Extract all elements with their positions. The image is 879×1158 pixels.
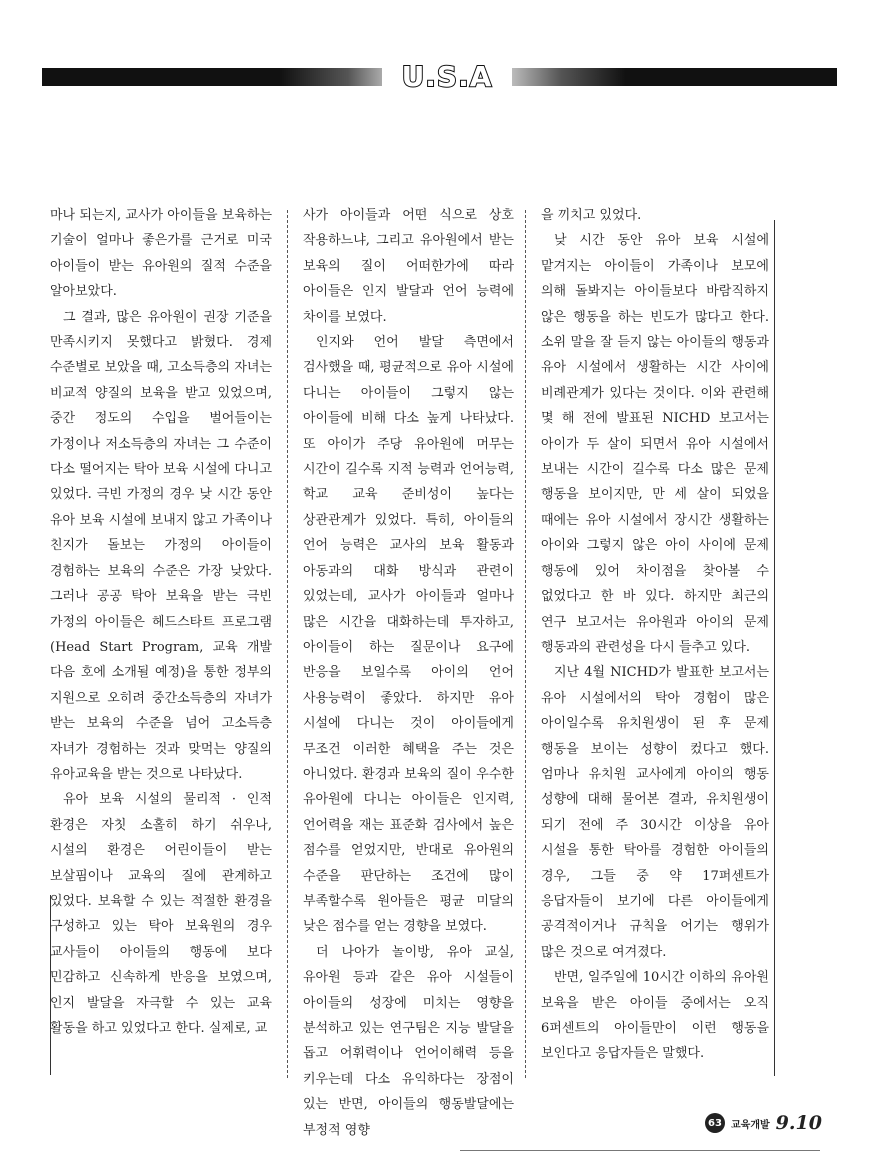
- header-bar-right: [512, 68, 837, 86]
- issue-number: 9.10: [775, 1112, 822, 1134]
- paragraph: 그 결과, 많은 유아원이 권장 기준을 만족시키지 못했다고 밝혔다. 경제 수준별로 보았을 때, 고소득층의 자녀는 비교적 양질의 보육을 받고 있었으며, 중간 정도의 수입을 벌어들이는 가정이나 저소득층의 자녀는 그 수준이 다소 떨어지는 탁아 보육 시설에 다니고 있었다. 극빈 가정의 경우 낮 시간 동안 유아 보육 시설에 보내지 않고 가족이나 친지가 돌보는 가정의 아이들이 경험하는 보육의 수준은 가장 낮았다. 그러나 공공 탁아 보육을 받는 극빈 가정의 아이들은 헤드스타트 프로그램(Head Start Program, 교육 개발 다음 호에 소개될 예정)을 통한 정부의 지원으로 오히려 중간소득층의 자녀가 받는 보육의 수준을 넘어 고소득층 자녀가 경험하는 것과 맞먹는 양질의 유아교육을 받는 것으로 나타났다.: [50, 309, 272, 782]
- text-column-1: [50, 203, 272, 1093]
- paragraph: 인지와 언어 발달 측면에서 검사했을 때, 평균적으로 유아 시설에 다니는 아이들이 그렇지 않는 아이들에 비해 다소 높게 나타났다. 또 아이가 주당 유아원에 머무는 시간이 길수록 지적 능력과 언어능력, 학교 교육 준비성이 높다는 상관관계가 있었다. 특히, 아이들의 언어 능력은 교사의 보육 활동과 아동과의 대화 방식과 관련이 있었는데, 교사가 아이들과 얼마나 많은 시간을 대화하는데 투자하고, 아이들이 하는 질문이나 요구에 반응을 보일수록 아이의 언어 사용능력이 좋았다. 하지만 유아 시설에 다니는 것이 아이들에게 무조건 이러한 혜택을 주는 것은 아니었다. 환경과 보육의 질이 우수한 유아원에 다니는 아이들은 인지력, 언어력을 재는 표준화 검사에서 높은 점수를 얻었지만, 반대로 유아원의 수준을 판단하는 조건에 많이 부족할수록 원아들은 평균 미달의 낮은 점수를 얻는 경향을 보였다.: [303, 335, 514, 935]
- column-rule-left: [50, 895, 51, 1075]
- paragraph: 을 끼치고 있었다.: [541, 208, 642, 223]
- page-footer: [705, 1110, 822, 1136]
- column-divider-2: [525, 210, 526, 1078]
- footer-rule: [460, 1150, 820, 1151]
- paragraph: 지난 4월 NICHD가 발표한 보고서는 유아 시설에서의 탁아 경험이 많은 아이일수록 유치원생이 된 후 문제 행동을 보이는 성향이 컸다고 했다. 엄마나 유치원 교사에게 아이의 행동 성향에 대해 물어본 결과, 유치원생이 되기 전에 주 30시간 이상을 유아 시설을 통한 탁아를 경험한 아이들의 경우, 그들 중 약 17퍼센트가 응답자들이 보기에 다른 아이들에게 공격적이거나 규칙을 어기는 행위가 많은 것으로 여겨졌다.: [541, 665, 769, 960]
- section-title: U.S.A: [401, 60, 493, 93]
- paragraph: 마나 되는지, 교사가 아이들을 보육하는 기술이 얼마나 좋은가를 근거로 미국 아이들이 받는 유아원의 질적 수준을 알아보았다.: [50, 208, 272, 300]
- page-number-badge: 63: [705, 1113, 725, 1133]
- text-column-2: [303, 203, 514, 1138]
- magazine-name: 교육개발: [731, 1119, 770, 1131]
- header-bar-left: [42, 68, 382, 86]
- section-header-band: [42, 60, 837, 93]
- paragraph: 반면, 일주일에 10시간 이하의 유아원 보육을 받은 아이들 중에서는 오직 6퍼센트의 아이들만이 이런 행동을 보인다고 응답자들은 말했다.: [541, 970, 769, 1062]
- paragraph: 유아 보육 시설의 물리적 · 인적 환경은 자칫 소홀히 하기 쉬우나, 시설의 환경은 어린이들이 받는 보살핌이나 교육의 질에 관계하고 있었다. 보육할 수 있는 적절한 환경을 구성하고 있는 탁아 보육원의 경우 교사들이 아이들의 행동에 보다 민감하고 신속하게 반응을 보였으며, 인지 발달을 자극할 수 있는 교육 활동을 하고 있었다고 한다. 실제로, 교: [50, 792, 272, 1036]
- column-rule-right: [774, 220, 775, 1076]
- paragraph: 사가 아이들과 어떤 식으로 상호 작용하느냐, 그리고 유아원에서 받는 보육의 질이 어떠한가에 따라 아이들은 인지 발달과 언어 능력에 차이를 보였다.: [303, 208, 514, 325]
- column-divider-1: [287, 210, 288, 1078]
- paragraph: 더 나아가 놀이방, 유아 교실, 유아원 등과 같은 유아 시설들이 아이들의 성장에 미치는 영향을 분석하고 있는 연구팀은 지능 발달을 돕고 어휘력이나 언어이해력 등을 키우는데 다소 유익하다는 장점이 있는 반면, 아이들의 행동발달에는 부정적 영향: [303, 944, 514, 1138]
- text-column-3: [541, 203, 769, 1093]
- paragraph: 낮 시간 동안 유아 보육 시설에 맡겨지는 아이들이 가족이나 보모에 의해 돌봐지는 아이들보다 바람직하지 않은 행동을 하는 빈도가 많다고 한다. 소위 말을 잘 듣지 않는 아이들의 행동과 유아 시설에서 생활하는 시간 사이에 비례관계가 있다는 것이다. 이와 관련해 몇 해 전에 발표된 NICHD 보고서는 아이가 두 살이 되면서 유아 시설에서 보내는 시간이 길수록 다소 많은 문제 행동을 보이지만, 만 세 살이 되었을 때에는 유아 시설에서 장시간 생활하는 아이와 그렇지 않은 아이 사이에 문제 행동에 있어 차이점을 찾아볼 수 없었다고 한 바 있다. 하지만 최근의 연구 보고서는 유아원과 아이의 문제 행동과의 관련성을 다시 들추고 있다.: [541, 233, 769, 655]
